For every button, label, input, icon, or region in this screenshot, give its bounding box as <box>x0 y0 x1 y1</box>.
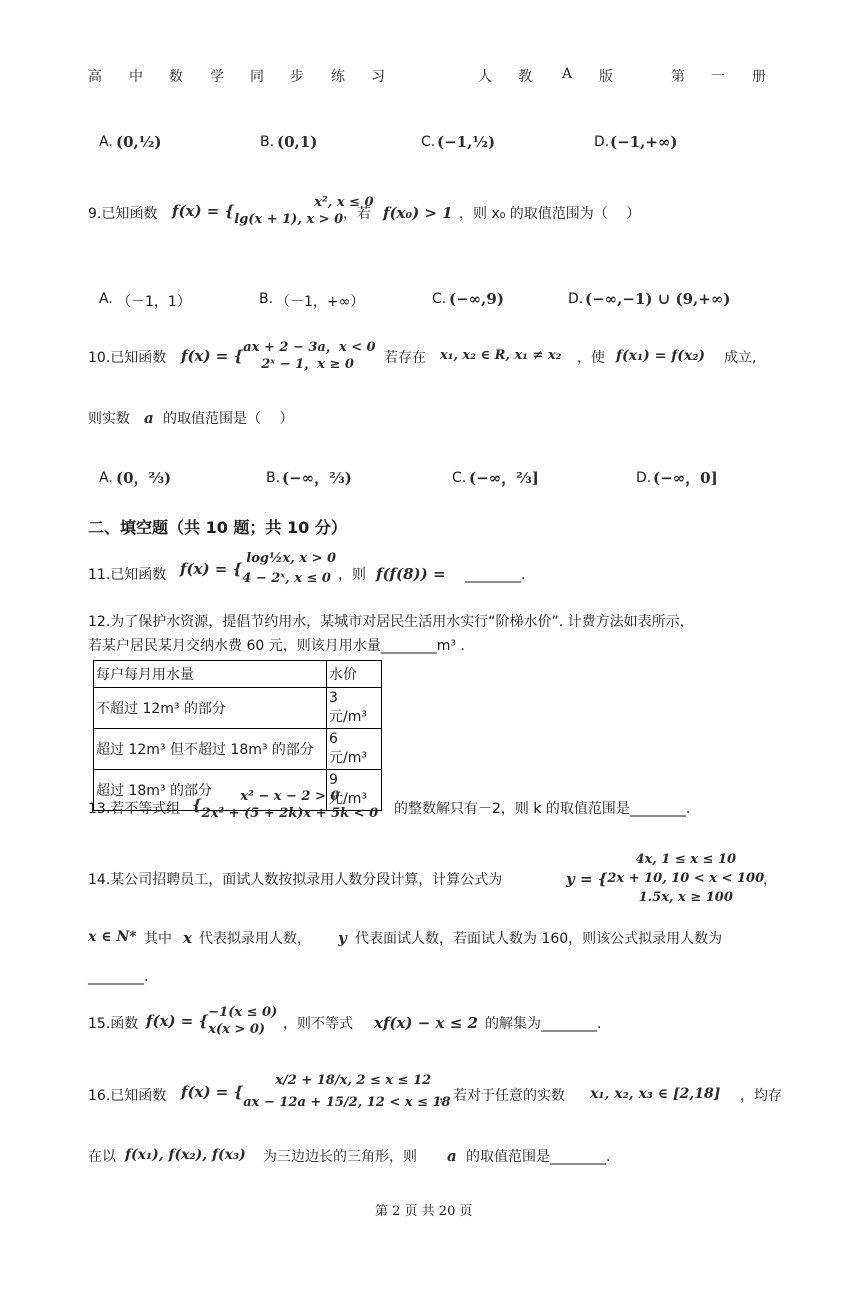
question-text: 若某户居民某月交纳水费 60 元，则该月用水量________m³ . <box>88 638 465 654</box>
variable: y <box>338 929 347 947</box>
option-label: B. <box>259 291 274 307</box>
condition: f(x₀) > 1 <box>383 204 453 222</box>
table-header-cell: 每户每月用水量 <box>94 661 327 688</box>
header-char: 练 <box>331 69 345 85</box>
option-label: C. <box>432 291 447 307</box>
function-name: f(x) = { <box>181 1083 244 1101</box>
question-text: ， <box>763 872 777 888</box>
option-a: （－1，1） <box>117 294 191 310</box>
option-a: (0,½) <box>116 133 162 151</box>
function-name: y = { <box>566 869 608 888</box>
inequality: xf(x) − x ≤ 2 <box>374 1014 478 1032</box>
option-label: C. <box>421 134 436 150</box>
case-2: x(x > 0) <box>208 1022 266 1037</box>
set-notation: x₁, x₂, x₃ ∈ [2,18] <box>590 1086 721 1102</box>
case-2: 4 − 2ˣ, x ≤ 0 <box>242 571 331 586</box>
header-char: 中 <box>129 69 143 85</box>
option-d: (−∞，0] <box>653 469 718 487</box>
option-label: D. <box>594 134 610 150</box>
expression: f(f(8)) = <box>376 565 446 583</box>
question-text: 成立, <box>724 350 757 366</box>
option-label: D. <box>636 470 652 486</box>
question-text: 若存在 <box>384 350 426 366</box>
case-1: log½x, x > 0 <box>246 551 337 566</box>
option-label: C. <box>452 470 467 486</box>
case-2: ax − 12a + 15/2, 12 < x ≤ 18 <box>243 1095 451 1110</box>
header-char: 教 <box>518 69 532 85</box>
piecewise-function <box>180 549 336 589</box>
case-1: x/2 + 18/x, 2 ≤ x ≤ 12 <box>275 1073 432 1088</box>
question-text: 代表拟录用人数， <box>199 931 311 947</box>
question-text: 的解集为________. <box>485 1016 602 1032</box>
question-text: 的整数解只有－2，则 k 的取值范围是________. <box>394 801 691 817</box>
case-1: 4x, 1 ≤ x ≤ 10 <box>635 852 737 867</box>
function-cases <box>242 549 336 589</box>
case-2: 2x² + (5 + 2k)x + 5k < 0 <box>201 806 379 821</box>
option-label: A. <box>99 470 113 486</box>
table-cell: 3 元/m³ <box>327 688 382 729</box>
table-cell: 9 元/m³ <box>327 770 382 811</box>
question-prefix: 9.已知函数 <box>88 206 158 222</box>
variable: a <box>144 409 154 427</box>
option-c: (−∞，⅔] <box>469 469 539 487</box>
variable: a <box>447 1147 457 1165</box>
question-text: 14.某公司招聘员工，面试人数按拟录用人数分段计算，计算公式为 <box>88 872 503 888</box>
header-char: 册 <box>752 69 766 85</box>
function-name: f(x) = { <box>146 1012 209 1030</box>
function-name: f(x) = { <box>181 347 244 365</box>
table-row <box>94 729 382 770</box>
header-char: 数 <box>169 69 183 85</box>
piecewise-function <box>181 1070 451 1114</box>
question-text: ，若 <box>343 206 371 222</box>
brace: { <box>192 796 202 814</box>
option-d: (−1,+∞) <box>610 133 678 151</box>
question-text: ，则 <box>338 567 366 583</box>
section-title: 二、填空题（共 10 题；共 10 分） <box>88 518 347 537</box>
option-label: A. <box>99 134 113 150</box>
question-text: ，则 x₀ 的取值范围为（ ） <box>459 206 641 222</box>
header-char: 高 <box>88 69 102 85</box>
question-text: 在以 <box>88 1149 116 1165</box>
option-b: (−∞，⅔) <box>282 469 352 487</box>
case-2: 2x + 10, 10 < x < 100 <box>607 871 765 886</box>
table-cell: 6 元/m³ <box>327 729 382 770</box>
question-text: ，若对于任意的实数 <box>439 1088 565 1104</box>
option-b: (0,1) <box>277 133 318 151</box>
option-label: D. <box>568 291 584 307</box>
case-1: x², x ≤ 0 <box>314 195 374 210</box>
system-cases <box>202 788 379 822</box>
function-cases <box>208 1004 277 1038</box>
question-text: 的取值范围是________. <box>466 1149 611 1165</box>
function-cases <box>243 339 375 373</box>
piecewise-function <box>566 850 764 907</box>
header-char: 习 <box>371 69 385 85</box>
question-text: 代表面试人数，若面试人数为 160，则该公式拟录用人数为 <box>355 931 723 947</box>
option-label: A. <box>99 291 113 307</box>
table-row <box>94 688 382 729</box>
condition: f(x₁) = f(x₂) <box>616 348 705 364</box>
question-prefix: 10.已知函数 <box>88 350 167 366</box>
variable: x <box>183 929 192 947</box>
option-label: B. <box>266 470 281 486</box>
header-char: 版 <box>599 69 613 85</box>
case-1: ax + 2 − 3a，x < 0 <box>243 340 376 355</box>
header-char: 第 <box>671 69 685 85</box>
function-name: f(x) = { <box>180 560 243 578</box>
question-prefix: 13.若不等式组 <box>88 801 181 817</box>
condition: x₁, x₂ ∈ R, x₁ ≠ x₂ <box>440 348 562 363</box>
header-char: 步 <box>290 69 304 85</box>
answer-blank: ________. <box>88 969 149 985</box>
table-row <box>94 661 382 688</box>
header-char: 同 <box>250 69 264 85</box>
question-text: 则实数 <box>88 411 130 427</box>
option-a: (0，⅔) <box>116 469 172 487</box>
question-text: 12.为了保护水资源，提倡节约用水，某城市对居民生活用水实行“阶梯水价”. 计费方法如表所示， <box>88 614 694 630</box>
option-c: (−1,½) <box>437 133 496 151</box>
header-char: A <box>562 66 573 82</box>
table-cell: 超过 18m³ 的部分 <box>94 770 327 811</box>
table-cell: 超过 12m³ 但不超过 18m³ 的部分 <box>94 729 327 770</box>
question-text: ，均存 <box>740 1088 782 1104</box>
function-name: f(x) = { <box>172 202 235 220</box>
inequality-system <box>192 788 378 822</box>
function-cases <box>607 850 764 907</box>
function-cases <box>243 1070 450 1114</box>
question-text: 的取值范围是（ ） <box>163 411 294 427</box>
option-b: （－1，+∞） <box>276 294 365 310</box>
case-2: lg(x + 1), x > 0 <box>234 212 344 227</box>
case-1: x² − x − 2 > 0 <box>240 789 340 804</box>
question-text: ，使 <box>577 350 605 366</box>
option-label: B. <box>260 134 275 150</box>
case-1: −1(x ≤ 0) <box>208 1005 278 1020</box>
answer-blank: ________. <box>465 567 526 583</box>
table-cell: 不超过 12m³ 的部分 <box>94 688 327 729</box>
option-c: (−∞,9) <box>449 290 504 308</box>
header-char: 人 <box>478 69 492 85</box>
set-notation: x ∈ N* <box>88 929 137 945</box>
table-header-cell: 水价 <box>327 661 382 688</box>
header-char: 一 <box>711 69 725 85</box>
header-char: 学 <box>210 69 224 85</box>
expression: f(x₁), f(x₂), f(x₃) <box>125 1147 246 1163</box>
case-3: 1.5x, x ≥ 100 <box>638 890 733 905</box>
question-prefix: 16.已知函数 <box>88 1088 167 1104</box>
question-prefix: 11.已知函数 <box>88 567 167 583</box>
case-2: 2ˣ − 1，x ≥ 0 <box>261 357 354 372</box>
piecewise-function <box>181 339 376 373</box>
page-footer: 第 2 页 共 20 页 <box>375 1204 473 1219</box>
question-text: 为三边边长的三角形，则 <box>263 1149 417 1165</box>
question-text: ，则不等式 <box>283 1016 353 1032</box>
question-text: 其中 <box>144 931 172 947</box>
option-d: (−∞,−1) ∪ (9,+∞) <box>585 290 731 308</box>
question-prefix: 15.函数 <box>88 1016 139 1032</box>
piecewise-function <box>146 1004 277 1038</box>
